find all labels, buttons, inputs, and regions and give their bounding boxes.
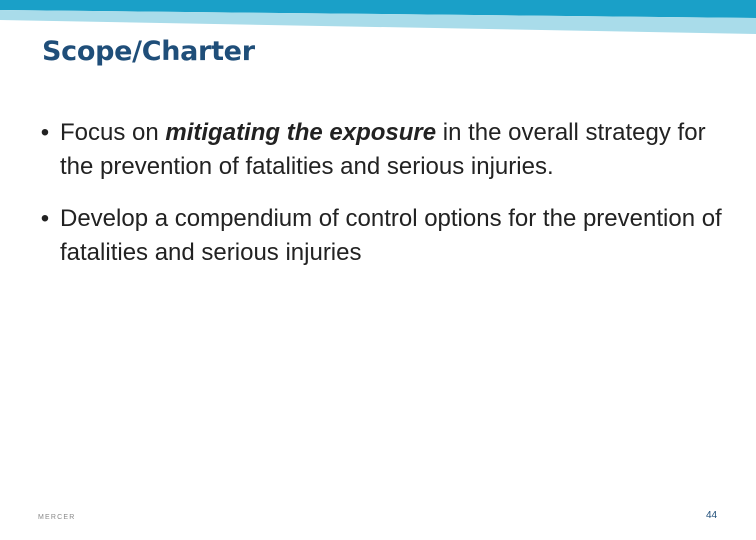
bullet-emphasis: mitigating the exposure: [165, 119, 437, 146]
bullet-list: [30, 116, 730, 288]
bullet-item: [30, 116, 730, 184]
bullet-text: in the overall strategy for the prevention of fatalities and serious injuries.: [60, 119, 706, 180]
bullet-text: Focus on: [60, 119, 166, 146]
bullet-item: [30, 202, 730, 270]
bullet-marker: •: [40, 205, 50, 232]
mercer-logo: MERCER: [38, 514, 76, 521]
header-band: [0, 0, 756, 40]
page-number: 44: [706, 510, 718, 521]
bullet-marker: •: [40, 119, 50, 146]
slide-title: Scope/Charter: [42, 36, 255, 67]
bullet-text: Develop a compendium of control options for the prevention of fatalities and serious injuries: [60, 205, 722, 266]
